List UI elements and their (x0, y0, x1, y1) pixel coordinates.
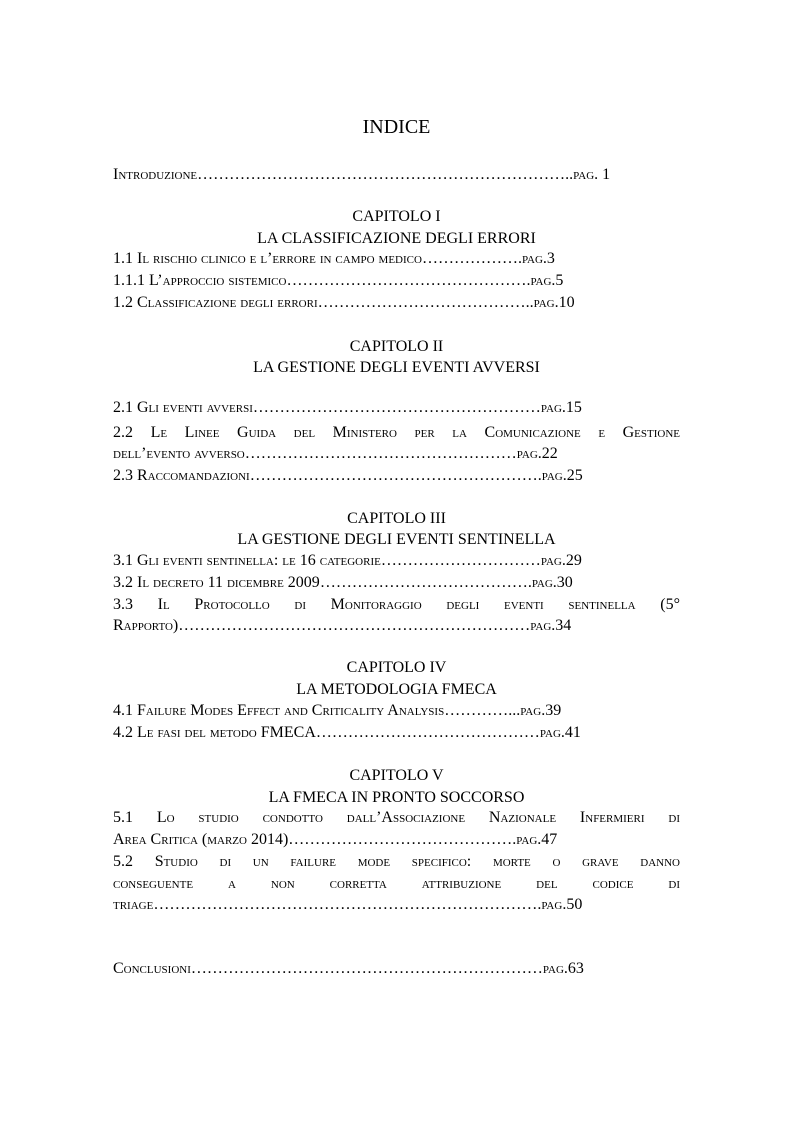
toc-entry-label: 1.1.1 L’approccio sistemico (113, 272, 287, 289)
toc-entry[interactable] (113, 249, 680, 269)
toc-entry-label: dell’evento avverso (113, 445, 245, 462)
toc-entry[interactable] (113, 398, 680, 418)
chapter-heading: CAPITOLO I (352, 208, 441, 225)
toc-entry[interactable] (113, 466, 680, 486)
chapter-heading: CAPITOLO IV (346, 659, 447, 676)
toc-entry-page: pag.50 (541, 896, 583, 913)
toc-entry-label: Rapporto) (113, 617, 179, 634)
toc-entry[interactable] (113, 701, 680, 721)
page-title: INDICE (362, 116, 431, 138)
toc-entry-dots: ………………………………………. (286, 272, 531, 289)
chapter-subtitle: LA METODOLOGIA FMECA (296, 681, 497, 698)
toc-entry-dots: ………………………………………………………………. (153, 896, 542, 913)
toc-entry-line1[interactable]: 5.1 Lo studio condotto dall’Associazione Nazionale Infermieri di (113, 809, 680, 826)
toc-entry-page: pag.29 (540, 552, 582, 569)
chapter-heading: CAPITOLO III (347, 510, 446, 527)
toc-entry[interactable] (113, 293, 680, 313)
toc-entry-page: pag.10 (533, 294, 575, 311)
toc-entry-dots: …………………………………… (315, 724, 540, 741)
toc-entry-dots: ……………………………………. (288, 831, 517, 848)
toc-entry[interactable] (113, 573, 680, 593)
chapter-subtitle: LA GESTIONE DEGLI EVENTI SENTINELLA (237, 531, 556, 548)
chapter-heading: CAPITOLO V (349, 767, 444, 784)
toc-entry-dots: ………………………………………………. (249, 467, 542, 484)
toc-entry-line2[interactable]: conseguente a non corretta attribuzione del codice di (113, 875, 680, 892)
toc-entry-page: pag.25 (541, 467, 583, 484)
toc-entry-label: 3.1 Gli eventi sentinella: le 16 categorie (113, 552, 381, 569)
toc-entry[interactable] (113, 616, 680, 636)
toc-entry-label: 1.1 Il rischio clinico e l’errore in campo medico (113, 250, 422, 267)
toc-entry-page: pag.47 (516, 831, 558, 848)
toc-entry[interactable] (113, 895, 680, 915)
toc-entry-dots: ……………………………………………… (252, 399, 541, 416)
toc-entry-page: pag.15 (540, 399, 582, 416)
toc-entry-line1[interactable]: 3.3 Il Protocollo di Monitoraggio degli eventi sentinella (5° (113, 596, 680, 613)
toc-entry-dots: …………………………………………………………….. (197, 166, 574, 183)
toc-entry[interactable] (113, 271, 680, 291)
toc-entry-conclusion[interactable] (113, 959, 680, 979)
toc-entry-label: 2.1 Gli eventi avversi (113, 399, 253, 416)
toc-entry-label: Conclusioni (113, 960, 191, 977)
toc-entry[interactable] (113, 551, 680, 571)
chapter-heading: CAPITOLO II (349, 338, 444, 355)
toc-entry-label: Area Critica (marzo 2014) (113, 831, 289, 848)
toc-entry-page: pag.5 (530, 272, 564, 289)
toc-entry-page: pag.22 (516, 445, 558, 462)
toc-entry-label: 3.2 Il decreto 11 dicembre 2009 (113, 574, 320, 591)
toc-entry[interactable] (113, 444, 680, 464)
toc-entry-dots: ………………………………….. (317, 294, 534, 311)
toc-entry-page: pag.34 (530, 617, 572, 634)
toc-entry-dots: ………………………………………………………… (178, 617, 531, 634)
toc-entry-page: pag.39 (520, 702, 562, 719)
toc-entry[interactable] (113, 830, 680, 850)
toc-entry-dots: …………………………………. (319, 574, 532, 591)
toc-entry-intro[interactable] (113, 165, 680, 185)
toc-entry-dots: …………... (444, 702, 521, 719)
toc-entry-label: 2.3 Raccomandazioni (113, 467, 250, 484)
toc-entry-label: triage (113, 896, 154, 913)
toc-entry-page: pag. 1 (573, 166, 611, 183)
toc-entry-page: pag.63 (542, 960, 584, 977)
toc-entry-line1[interactable]: 5.2 Studio di un failure mode specifico: morte o grave danno (113, 853, 680, 870)
toc-entry-dots: ………………………………………………………… (190, 960, 543, 977)
toc-entry-dots: ………………. (421, 250, 522, 267)
toc-entry-label: Introduzione (113, 166, 198, 183)
chapter-subtitle: LA GESTIONE DEGLI EVENTI AVVERSI (253, 359, 540, 376)
toc-entry-page: pag.30 (531, 574, 573, 591)
chapter-subtitle: LA CLASSIFICAZIONE DEGLI ERRORI (257, 230, 536, 247)
chapter-subtitle: LA FMECA IN PRONTO SOCCORSO (268, 789, 525, 806)
toc-entry-label: 4.1 Failure Modes Effect and Criticality Analysis (113, 702, 445, 719)
toc-entry-dots: …………………………………………… (244, 445, 517, 462)
toc-entry-line1[interactable]: 2.2 Le Linee Guida del Ministero per la Comunicazione e Gestione (113, 424, 680, 441)
toc-entry[interactable] (113, 723, 680, 743)
toc-entry-page: pag.3 (521, 250, 555, 267)
toc-entry-page: pag.41 (539, 724, 581, 741)
toc-entry-label: 1.2 Classificazione degli errori (113, 294, 318, 311)
toc-entry-dots: ………………………… (380, 552, 541, 569)
toc-entry-label: 4.2 Le fasi del metodo FMECA (113, 724, 316, 741)
